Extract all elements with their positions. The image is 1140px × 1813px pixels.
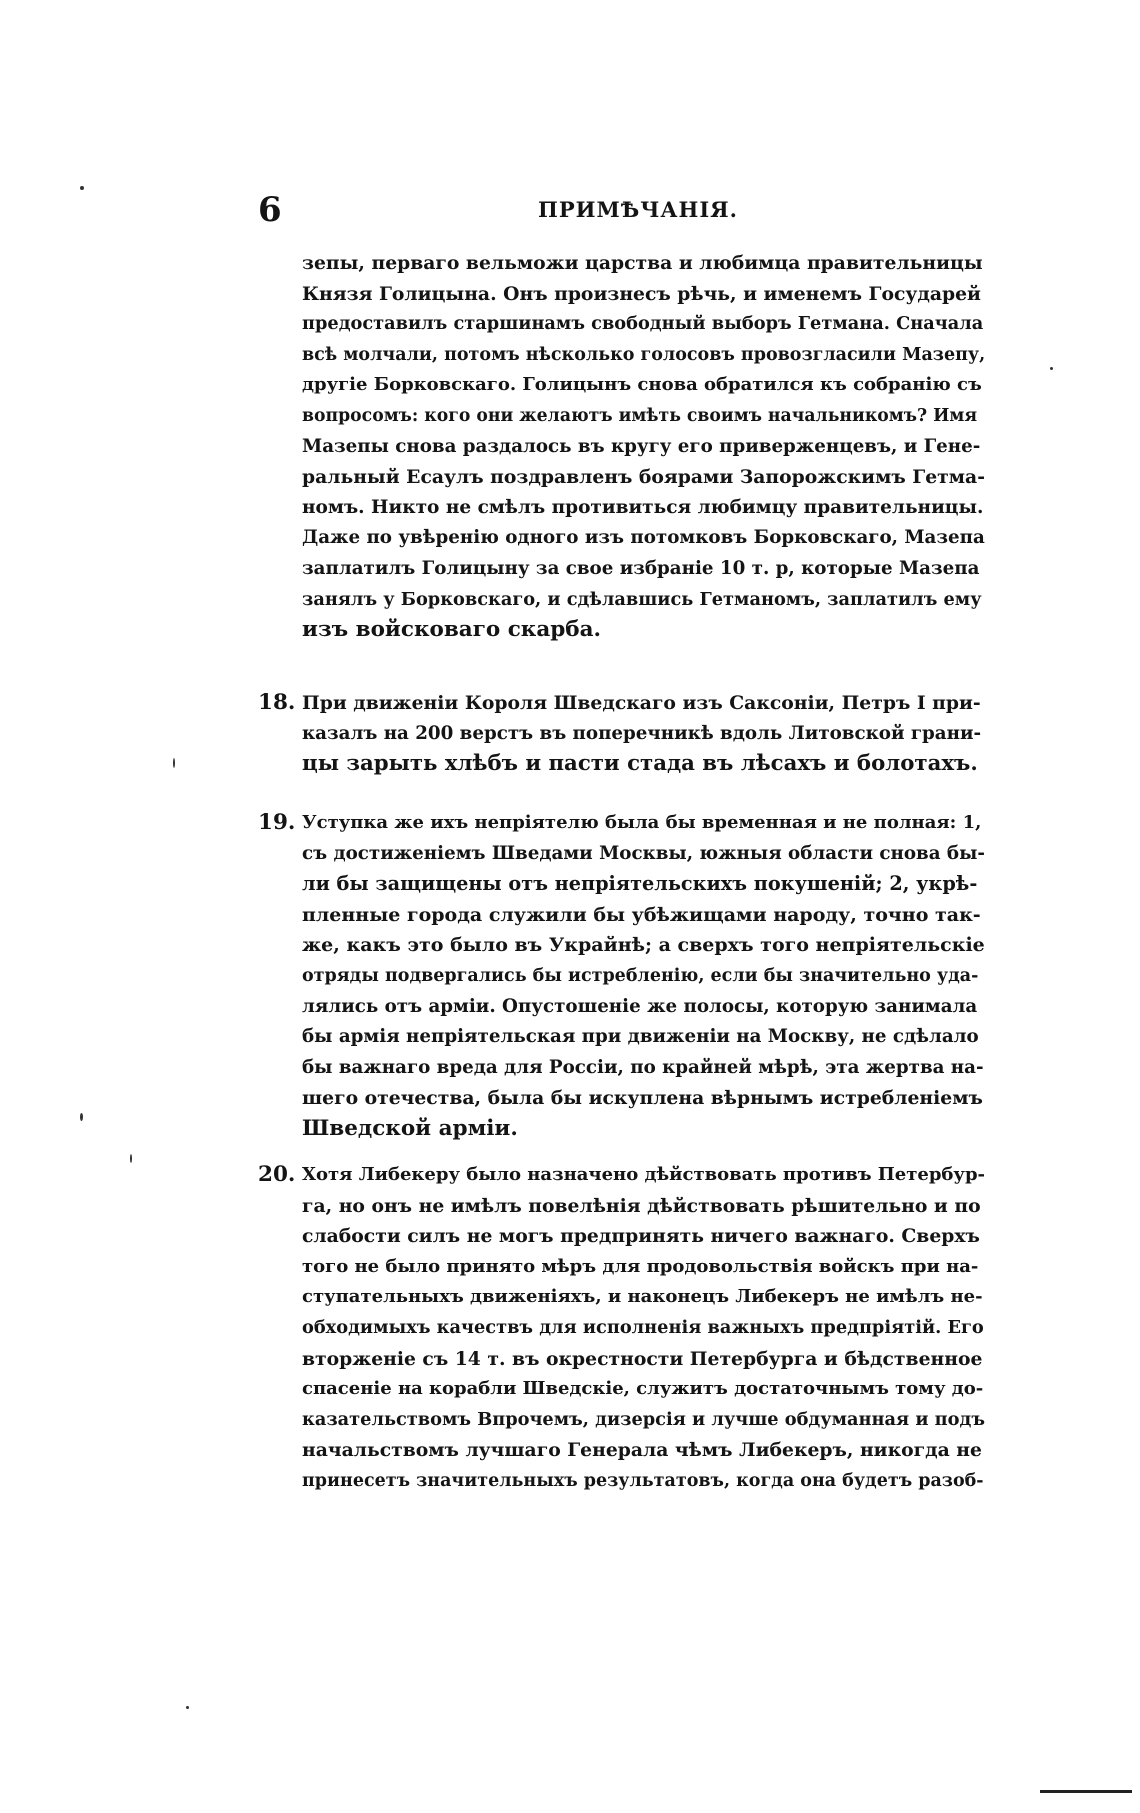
- note-number: 18.: [258, 690, 296, 715]
- text-line: ли бы защищены отъ непріятельскихъ покушеній; 2, укрѣ-: [302, 872, 978, 896]
- text-line: ступательныхъ движеніяхъ, и наконецъ Либекеръ не имѣлъ не-: [302, 1286, 983, 1308]
- text-line: Князя Голицына. Онъ произнесъ рѣчь, и именемъ Государей: [302, 282, 981, 305]
- text-line: пленные города служили бы убѣжищами народу, точно так-: [302, 903, 981, 926]
- text-line: Даже по увѣренію одного изъ потомковъ Борковскаго, Мазепа: [302, 527, 985, 549]
- scan-speck: [1050, 367, 1053, 370]
- text-line: ральный Есаулъ поздравленъ боярами Запорожскимъ Гетма-: [302, 466, 985, 489]
- text-line: другіе Борковскаго. Голицынъ снова обратился къ собранію съ: [302, 374, 982, 396]
- continuation-paragraph: [302, 248, 985, 646]
- page-number: 6: [258, 190, 282, 230]
- text-line: бы важнаго вреда для Россіи, по крайней мѣрѣ, эта жертва на-: [302, 1056, 984, 1078]
- note-number: 19.: [258, 810, 296, 835]
- text-line: вопросомъ: кого они желаютъ имѣть своимъ начальникомъ? Имя: [302, 405, 978, 426]
- scan-speck: [80, 186, 84, 190]
- text-line: занялъ у Борковскаго, и сдѣлавшись Гетманомъ, заплатилъ ему: [302, 588, 982, 610]
- text-line: начальствомъ лучшаго Генерала чѣмъ Либекеръ, никогда не: [302, 1439, 982, 1462]
- text-line: съ достиженіемъ Шведами Москвы, южныя области снова бы-: [302, 842, 985, 864]
- text-line: га, но онъ не имѣлъ повелѣнія дѣйствовать рѣшительно и по: [302, 1194, 981, 1217]
- scan-speck: [173, 758, 175, 768]
- text-line: заплатилъ Голицыну за свое избраніе 10 т. р, которые Мазепа: [302, 557, 980, 579]
- text-line: казательствомъ Впрочемъ, дизерсія и лучше обдуманная и подъ: [302, 1408, 985, 1430]
- text-line: зепы, перваго вельможи царства и любимца правительницы: [302, 252, 983, 274]
- text-line: изъ войсковаго скарба.: [302, 617, 602, 643]
- note-text: [302, 688, 985, 780]
- text-line: того не было принято мѣръ для продовольствія войскъ при на-: [302, 1255, 979, 1277]
- text-line: лялись отъ арміи. Опустошеніе же полосы, которую занимала: [302, 995, 978, 1017]
- text-line: предоставилъ старшинамъ свободный выборъ Гетмана. Сначала: [302, 313, 984, 335]
- text-line: слабости силъ не могъ предпринять ничего важнаго. Сверхъ: [302, 1225, 980, 1248]
- text-line: принесетъ значительныхъ результатовъ, когда она будетъ разоб-: [302, 1470, 984, 1491]
- note-text: [302, 1160, 985, 1497]
- running-head: ПРИМѢЧАНІЯ.: [538, 197, 738, 222]
- text-line: отряды подвергались бы истребленію, если бы значительно уда-: [302, 965, 979, 986]
- text-line: Уступка же ихъ непріятелю была бы временная и не полная: 1,: [302, 812, 982, 833]
- text-line: При движеніи Короля Шведскаго изъ Саксоніи, Петръ I при-: [302, 692, 981, 714]
- text-line: спасеніе на корабли Шведскіе, служитъ достаточнымъ тому до-: [302, 1378, 984, 1400]
- text-line: всѣ молчали, потомъ нѣсколько голосовъ провозгласили Мазепу,: [302, 344, 985, 365]
- scan-speck: [130, 1154, 132, 1163]
- text-line: обходимыхъ качествъ для исполненія важныхъ предпріятій. Его: [302, 1316, 984, 1338]
- text-line: вторженіе съ 14 т. въ окрестности Петербурга и бѣдственное: [302, 1347, 983, 1370]
- text-line: Шведской арміи.: [302, 1115, 518, 1141]
- text-line: казалъ на 200 верстъ въ поперечникѣ вдоль Литовской грани-: [302, 722, 982, 744]
- text-line: номъ. Никто не смѣлъ противиться любимцу правительницы.: [302, 496, 984, 518]
- scan-speck: [186, 1706, 189, 1709]
- text-line: Хотя Либекеру было назначено дѣйствовать противъ Петербур-: [302, 1164, 985, 1185]
- note-text: [302, 808, 985, 1145]
- text-line: Мазепы снова раздалось въ кругу его приверженцевъ, и Гене-: [302, 435, 981, 457]
- scan-edge-line: [1040, 1790, 1132, 1793]
- text-line: бы армія непріятельская при движеніи на Москву, не сдѣлало: [302, 1026, 979, 1048]
- text-line: шего отечества, была бы искуплена вѣрнымъ истребленіемъ: [302, 1087, 983, 1110]
- page-header: [258, 190, 1018, 230]
- scan-speck: [80, 1113, 83, 1121]
- text-line: цы зарыть хлѣбъ и пасти стада въ лѣсахъ и болотахъ.: [302, 751, 978, 777]
- note-number: 20.: [258, 1162, 296, 1187]
- text-line: же, какъ это было въ Украйнѣ; а сверхъ того непріятельскіе: [302, 934, 985, 957]
